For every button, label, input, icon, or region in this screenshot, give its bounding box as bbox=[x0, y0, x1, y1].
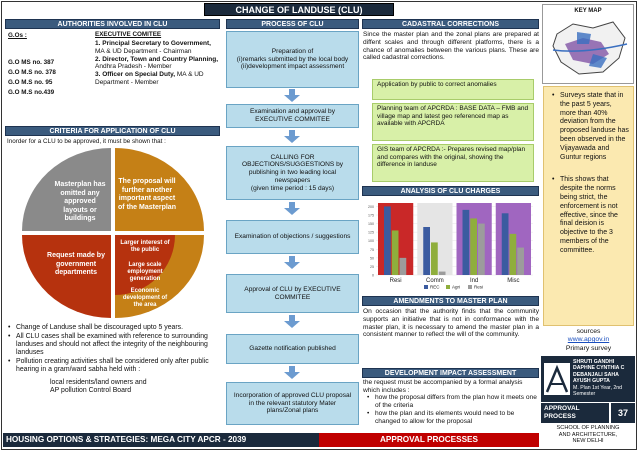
authorities-title: AUTHORITIES INVOLVED IN CLU bbox=[5, 19, 220, 29]
panel-label: APPROVAL PROCESS bbox=[541, 403, 609, 423]
amend-title: AMENDMENTS TO MASTER PLAN bbox=[362, 296, 539, 306]
criteria-bullet: • Change of Landuse shall be discouraged upto 5 years. bbox=[16, 324, 220, 332]
dia-intro: the request must be accompanied by a formal analysis which includes : bbox=[363, 379, 523, 394]
criteria-sub-2: AP pollution Control Board bbox=[50, 387, 132, 394]
arrow-down-icon bbox=[284, 256, 300, 269]
dia-title: DEVELOPMENT IMPACT ASSESSMENT bbox=[362, 368, 539, 378]
criteria-title: CRITERIA FOR APPLICATION OF CLU bbox=[5, 126, 220, 136]
cadastral-step-1: Application by public to correct anomalies bbox=[372, 79, 534, 100]
bar bbox=[502, 213, 509, 275]
process-title: PROCESS OF CLU bbox=[226, 19, 359, 29]
arrow-down-icon bbox=[284, 89, 300, 102]
go-item: G.O MS no. 387 bbox=[8, 59, 55, 66]
bar bbox=[423, 227, 430, 275]
committee-members bbox=[95, 40, 219, 87]
y-tick-label: 75 bbox=[370, 247, 374, 252]
criteria-bullets bbox=[6, 324, 220, 395]
key-map bbox=[542, 4, 634, 84]
step-preparation: Preparation of (i)remarks submitted by the local body (ii)development impact assessment bbox=[226, 31, 359, 88]
key-map-title: KEY MAP bbox=[574, 8, 602, 14]
amend-text: On occasion that the authority finds that the community supports an initiative that is not in conformance with the master plan, it is necessary to amend the master plan in a consistent manner to reflect the will of the community. bbox=[363, 308, 539, 339]
bar bbox=[517, 248, 524, 275]
author-names: SHRUTI GANDHI DAPHNE CYNTHIA C DEBANJALI SAHA AYUSH GUPTA M. Plan 1st Year, 2nd Semester bbox=[573, 359, 631, 397]
key-map-graphic bbox=[543, 14, 633, 82]
y-tick-label: 200 bbox=[368, 204, 374, 209]
category-label: Misc bbox=[507, 278, 520, 284]
y-tick-label: 125 bbox=[368, 230, 374, 235]
legend-label: Agri bbox=[452, 284, 461, 290]
go-item: G.O M.S no. 378 bbox=[8, 69, 56, 76]
footer-left: HOUSING OPTIONS & STRATEGIES: MEGA CITY APCR - 2039 bbox=[3, 433, 319, 447]
dia-text bbox=[363, 379, 539, 427]
step-gazette: Gazette notification published bbox=[226, 334, 359, 364]
committee-title: EXECUTIVE COMITEE bbox=[95, 31, 162, 38]
q1-text: Masterplan has omitted any approved layouts or buildings bbox=[54, 181, 106, 223]
bar bbox=[392, 230, 399, 275]
cadastral-text: Since the master plan and the zonal plans are prepared at diffent scales and through different platforms, there is a chance of anomalies between the various plans. These are called cadastral corrections. bbox=[363, 31, 539, 62]
footer-right: APPROVAL PROCESSES bbox=[319, 433, 539, 447]
gos-label: G.Os : bbox=[8, 32, 27, 39]
school-name: SCHOOL OF PLANNING AND ARCHITECTURE, NEW DELHI bbox=[556, 425, 620, 445]
dia-bullet: • how the proposal differs from the plan how it meets one of the criteria bbox=[375, 394, 539, 409]
y-tick-label: 0 bbox=[372, 273, 374, 278]
sources-label: sources bbox=[576, 328, 601, 335]
bar bbox=[400, 258, 407, 275]
cadastral-title: CADASTRAL CORRECTIONS bbox=[362, 19, 539, 29]
q3-text: Request made by government departments bbox=[47, 252, 105, 277]
arrow-down-icon bbox=[284, 130, 300, 143]
dia-bullet: • how the plan and its elements would need to be changed to allow for the proposal bbox=[375, 410, 539, 425]
gos-list bbox=[8, 58, 56, 98]
y-tick-label: 175 bbox=[368, 213, 374, 218]
legend-swatch bbox=[468, 285, 472, 289]
bar bbox=[439, 272, 446, 275]
criteria-circle bbox=[22, 148, 204, 318]
sources bbox=[543, 328, 634, 353]
y-tick-label: 50 bbox=[370, 256, 374, 261]
authors-block bbox=[541, 356, 635, 402]
clu-charges-chart bbox=[362, 197, 539, 291]
member-item: 3. Officer on Special Duty, MA & UD Department - Member bbox=[95, 71, 204, 86]
q4b-text: Large scale employment generation bbox=[127, 262, 163, 282]
legend-label: REC bbox=[430, 284, 440, 290]
page-title: CHANGE OF LANDUSE (CLU) bbox=[204, 3, 394, 16]
q2-text: The proposal will further another important aspect of the Masterplan bbox=[118, 178, 176, 211]
analysis-title: ANALYSIS OF CLU CHARGES bbox=[362, 186, 539, 196]
bar bbox=[510, 234, 517, 275]
legend-label: Resi bbox=[474, 284, 484, 290]
y-tick-label: 150 bbox=[368, 222, 374, 227]
survey-bullet: • Surveys state that in the past 5 years, more than 40% deviation from the proposed landuse has been observed in the Vijayawada and Guntur regions bbox=[560, 92, 629, 162]
bar bbox=[470, 218, 477, 275]
survey-bullet: • This shows that despite the norms being strict, the enforcement is not effective, since the final deision is objective to the 3 members of the committee. bbox=[560, 176, 629, 255]
category-label: Comm bbox=[426, 278, 444, 284]
category-label: Ind bbox=[469, 278, 479, 284]
criteria-sub-1: local residents/land owners and bbox=[50, 379, 147, 386]
panel-number: 37 bbox=[610, 403, 635, 423]
category-label: Resi bbox=[389, 278, 402, 284]
step-clu-approval: Approval of CLU by EXECUTIVE COMMITEE bbox=[226, 274, 359, 313]
go-item: G.O M.S no. 95 bbox=[8, 79, 53, 86]
y-tick-label: 100 bbox=[368, 239, 374, 244]
step-exec-approval: Examination and approval by EXECUTIVE COMMITEE bbox=[226, 104, 359, 128]
bar bbox=[478, 224, 485, 275]
go-item: G.O M.S no.439 bbox=[8, 89, 55, 96]
criteria-bullet: • All CLU cases shall be examined with reference to surrounding landuses and should not affect the integrity of the neighbouring landuses bbox=[16, 333, 220, 357]
survey-panel bbox=[543, 86, 634, 326]
legend-swatch bbox=[424, 285, 428, 289]
author-course: M. Plan 1st Year, 2nd Semester bbox=[573, 384, 623, 398]
member-item: 1. Principal Secretary to Government, MA & UD Department - Chairman bbox=[95, 40, 211, 55]
step-examination: Examination of objections / suggestions bbox=[226, 220, 359, 254]
y-tick-label: 25 bbox=[370, 264, 374, 269]
q4a-text: Larger interest of the public bbox=[120, 240, 170, 253]
school-logo-icon bbox=[543, 362, 571, 396]
cadastral-step-2: Planning team of APCRDA : BASE DATA – FMB and village map and latest geo referenced map as available with APCRDA bbox=[372, 103, 534, 141]
arrow-down-icon bbox=[284, 202, 300, 215]
step-incorporation: Incorporation of approved CLU proposal in the relevant statutory Mater plans/Zonal plans bbox=[226, 382, 359, 425]
sources-survey: Primary survey bbox=[565, 344, 612, 352]
member-item: 2. Director, Town and Country Planning, Andhra Pradesh - Member bbox=[95, 55, 219, 71]
bar bbox=[463, 210, 470, 275]
criteria-bullet: • Pollution creating activities shall be considered only after public hearing in a gram/ward sabha held with : bbox=[16, 358, 220, 374]
bar bbox=[384, 206, 391, 275]
cadastral-step-3: GIS team of APCRDA :- Prepares revised map/plan and compares with the original, showing the difference in landuse bbox=[372, 144, 534, 182]
criteria-intro: Inorder for a CLU to be approved, it must be shown that : bbox=[7, 138, 166, 145]
step-objections: CALLING FOR OBJECTIONS/SUGGESTIONS by publishing in two leading local newspapers (given time period : 15 days) bbox=[226, 146, 359, 200]
q4c-text: Economic development of the area bbox=[122, 288, 168, 308]
legend-swatch bbox=[446, 285, 450, 289]
bar bbox=[431, 242, 438, 275]
sources-link[interactable]: www.apgov.in bbox=[567, 336, 610, 344]
arrow-down-icon bbox=[284, 315, 300, 328]
arrow-down-icon bbox=[284, 366, 300, 379]
